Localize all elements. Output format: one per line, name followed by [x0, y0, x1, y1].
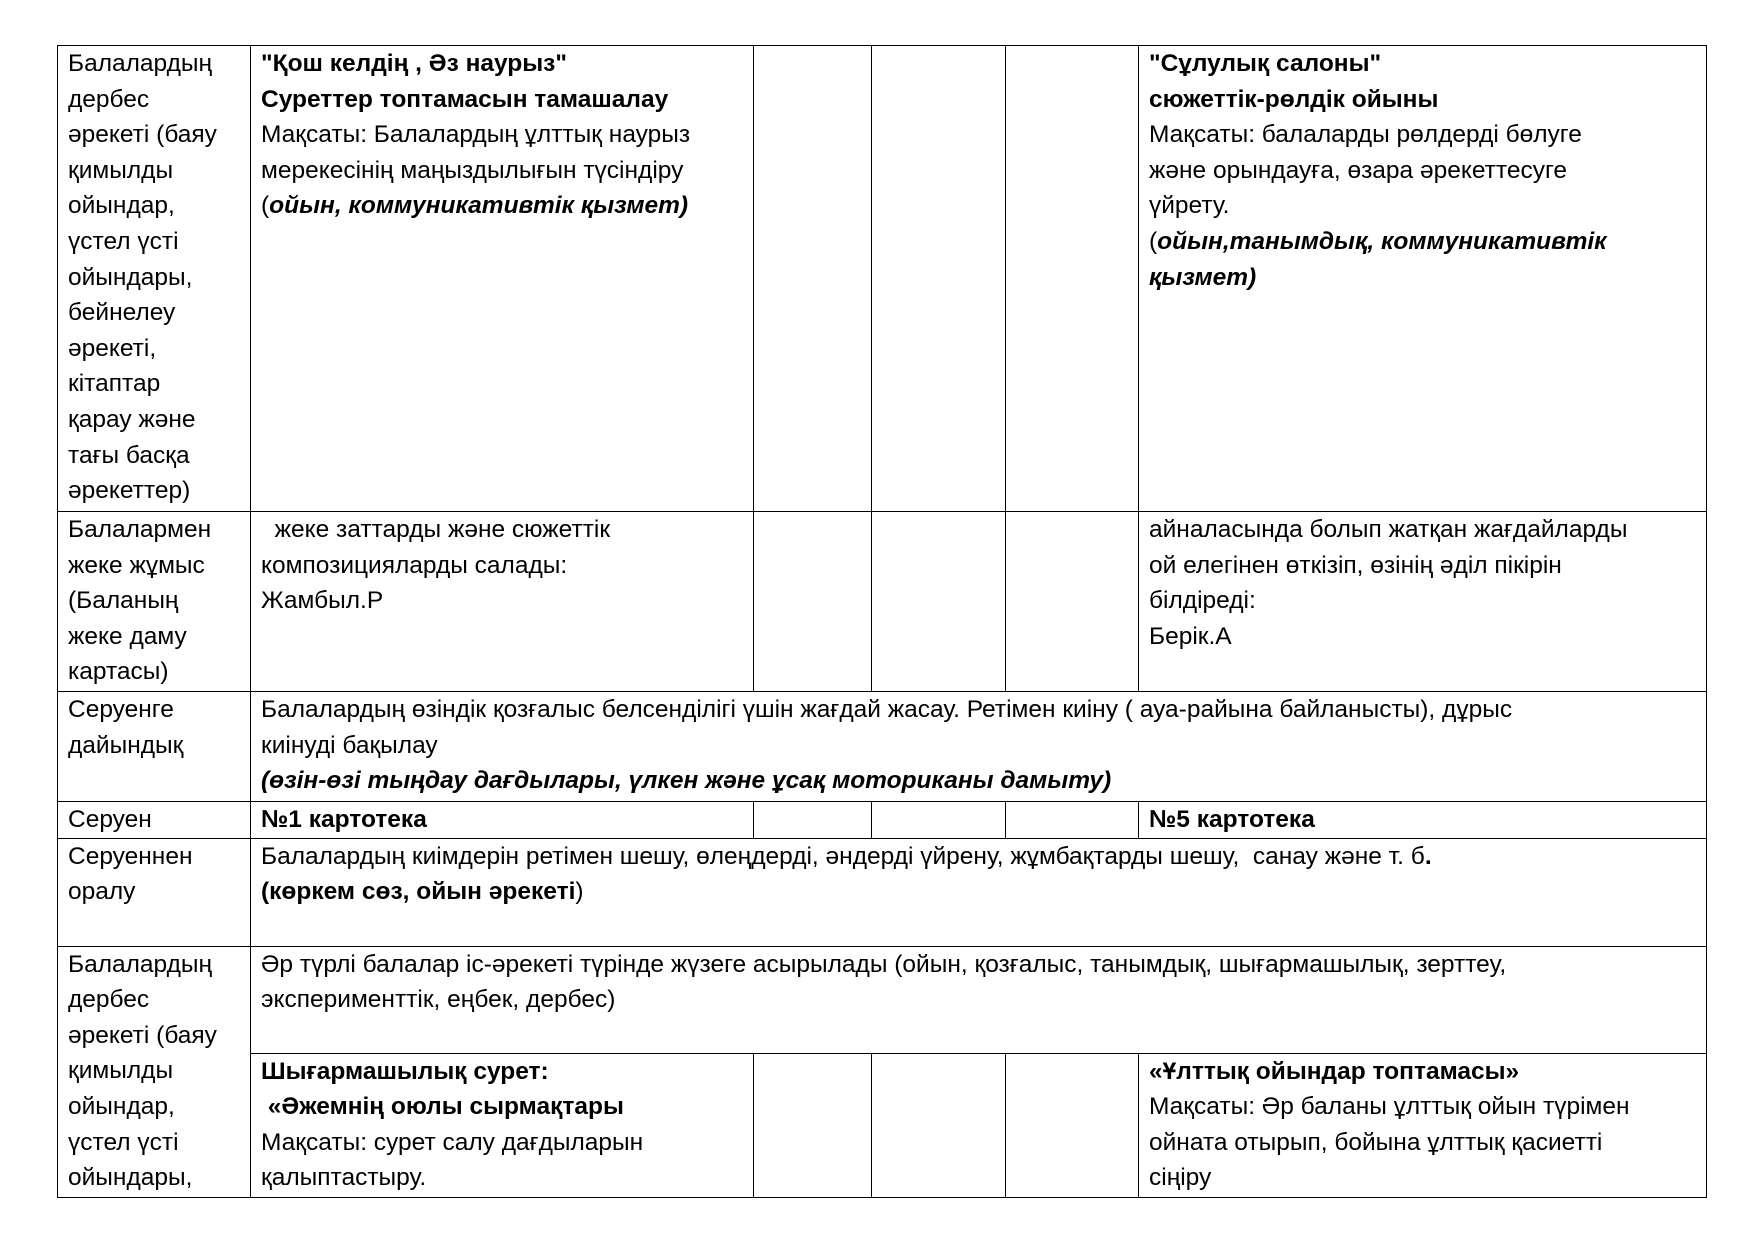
row-label-line: Балалардың: [68, 50, 213, 77]
description-text: Балалардың өзіндік қозғалыс белсенділігі үшін жағдай жасау. Ретімен киіну ( ауа-райына байланысты), дұрыс: [261, 696, 1513, 723]
activity-type-tag: (өзін-өзі тыңдау дағдылары, үлкен және ұсақ моториканы дамыту): [261, 767, 1112, 795]
monday-cell: [251, 1053, 754, 1197]
monday-cell: [251, 512, 754, 692]
row-label-cell: [58, 512, 251, 692]
row-label-line: оралу: [68, 878, 136, 906]
paren-open: (: [261, 192, 270, 220]
monday-cell: [251, 802, 754, 839]
goal-text: және орындауға, өзара әрекеттесуге: [1149, 156, 1567, 184]
activity-type-tag: қызмет): [1149, 263, 1257, 291]
merged-content-cell: [251, 692, 1707, 802]
individual-work-text: композицияларды салады:: [261, 551, 568, 579]
card-index-label: №5 картотека: [1149, 806, 1315, 833]
row-label-line: ойындары,: [68, 263, 193, 291]
activity-subtitle: Суреттер топтамасын тамашалау: [261, 85, 669, 113]
period-mark: .: [1424, 842, 1432, 870]
friday-cell: [1139, 1053, 1707, 1197]
activity-type-tag: ойын, коммуникативтік қызмет): [269, 192, 689, 220]
row-label-line: жеке жұмыс: [68, 551, 205, 579]
empty-cell: [1006, 46, 1139, 512]
goal-text: мерекесінің маңыздылығын түсіндіру: [261, 156, 684, 184]
row-label-line: ойындар,: [68, 192, 175, 220]
activity-subtitle: «Әжемнің оюлы сырмақтары: [261, 1093, 624, 1121]
goal-text: Мақсаты: Балалардың ұлттық наурыз: [261, 121, 691, 149]
row-label-cell: [58, 802, 251, 839]
table-row: [58, 1053, 1707, 1197]
goal-text: Мақсаты: сурет салу дағдыларын: [261, 1128, 644, 1156]
goal-text: Мақсаты: балаларды рөлдерді бөлуге: [1149, 121, 1582, 149]
description-text: Әр түрлі балалар іс-әрекеті түрінде жүзеге асырылады (ойын, қозғалыс, танымдық, шығармашылық, зерттеу,: [261, 950, 1507, 978]
friday-cell: [1139, 512, 1707, 692]
empty-cell: [872, 512, 1006, 692]
row-label-line: Балалармен: [68, 516, 212, 543]
row-label-line: Серуенге: [68, 696, 174, 723]
goal-text: үйрету.: [1149, 192, 1230, 220]
description-text: Балалардың киімдерін ретімен шешу, өлеңдерді, әндерді үйрену, жұмбақтарды шешу, санау және т. б: [261, 842, 1425, 870]
child-name: Жамбыл.Р: [261, 587, 384, 615]
row-label-line: әрекеті (баяу: [68, 121, 217, 149]
empty-cell: [1006, 802, 1139, 839]
row-label-line: ойындар,: [68, 1092, 175, 1120]
description-text: эксперименттік, еңбек, дербес): [261, 986, 616, 1014]
child-name: Берік.А: [1149, 622, 1232, 650]
activity-type-tag: (көркем сөз, ойын әрекеті: [261, 878, 576, 906]
goal-text: сіңіру: [1149, 1164, 1212, 1192]
row-label-line: жеке даму: [68, 622, 187, 650]
row-label-line: дайындық: [68, 731, 184, 759]
empty-cell: [1006, 512, 1139, 692]
table-row: [58, 946, 1707, 1053]
row-label-line: әрекеттер): [68, 477, 191, 505]
row-label-line: әрекеті,: [68, 334, 157, 362]
table-row: [58, 838, 1707, 946]
individual-work-text: білдіреді:: [1149, 587, 1256, 615]
row-label-line: бейнелеу: [68, 299, 176, 327]
goal-text: ойната отырып, бойына ұлттық қасиетті: [1149, 1128, 1603, 1156]
empty-cell: [754, 512, 872, 692]
row-label-line: қарау және: [68, 405, 196, 433]
individual-work-text: ой елегінен өткізіп, өзінің әділ пікірін: [1149, 551, 1562, 579]
friday-cell: [1139, 802, 1707, 839]
goal-text: қалыптастыру.: [261, 1164, 427, 1192]
friday-cell: [1139, 46, 1707, 512]
row-label-line: Балалардың: [68, 950, 213, 978]
row-label-line: дербес: [68, 85, 150, 113]
empty-cell: [872, 802, 1006, 839]
activity-title: "Қош келдің , Әз наурыз": [261, 50, 567, 77]
goal-text: Мақсаты: Әр баланы ұлттық ойын түрімен: [1149, 1093, 1630, 1121]
row-label-line: қимылды: [68, 156, 174, 184]
row-label-line: әрекеті (баяу: [68, 1021, 217, 1049]
merged-content-cell: [251, 946, 1707, 1053]
activity-type-tag: ойын,танымдық, коммуникативтік: [1157, 227, 1607, 255]
row-label-cell: [58, 692, 251, 802]
row-label-line: үстел үсті: [68, 227, 179, 255]
empty-cell: [754, 46, 872, 512]
row-label-cell: [58, 838, 251, 946]
paren-close: ): [575, 878, 584, 906]
row-label-line: дербес: [68, 986, 150, 1014]
row-label-line: қимылды: [68, 1057, 174, 1085]
daily-plan-table: [57, 45, 1707, 1198]
individual-work-text: жеке заттарды және сюжеттік: [261, 516, 611, 543]
row-label-line: картасы): [68, 658, 169, 686]
empty-cell: [754, 1053, 872, 1197]
table-row: [58, 802, 1707, 839]
empty-cell: [872, 1053, 1006, 1197]
table-row: [58, 512, 1707, 692]
activity-title: «Ұлттық ойындар топтамасы»: [1149, 1057, 1520, 1085]
row-label-cell: [58, 46, 251, 512]
row-label-line: (Баланың: [68, 587, 179, 615]
table-row: [58, 46, 1707, 512]
row-label-cell: [58, 946, 251, 1197]
card-index-label: №1 картотека: [261, 806, 427, 833]
merged-content-cell: [251, 838, 1707, 946]
activity-title: Шығармашылық сурет:: [261, 1057, 549, 1085]
row-label-line: тағы басқа: [68, 441, 190, 469]
empty-cell: [872, 46, 1006, 512]
row-label-line: Серуен: [68, 806, 152, 833]
description-text: киінуді бақылау: [261, 731, 438, 759]
activity-title: "Сұлулық салоны": [1149, 50, 1382, 77]
empty-cell: [1006, 1053, 1139, 1197]
table-row: [58, 692, 1707, 802]
row-label-line: Серуеннен: [68, 842, 193, 870]
individual-work-text: айналасында болып жатқан жағдайларды: [1149, 516, 1628, 543]
row-label-line: кітаптар: [68, 370, 161, 398]
empty-cell: [754, 802, 872, 839]
row-label-line: ойындары,: [68, 1164, 193, 1192]
paren-open: (: [1149, 227, 1158, 255]
activity-subtitle: сюжеттік-рөлдік ойыны: [1149, 85, 1439, 113]
row-label-line: үстел үсті: [68, 1128, 179, 1156]
monday-cell: [251, 46, 754, 512]
